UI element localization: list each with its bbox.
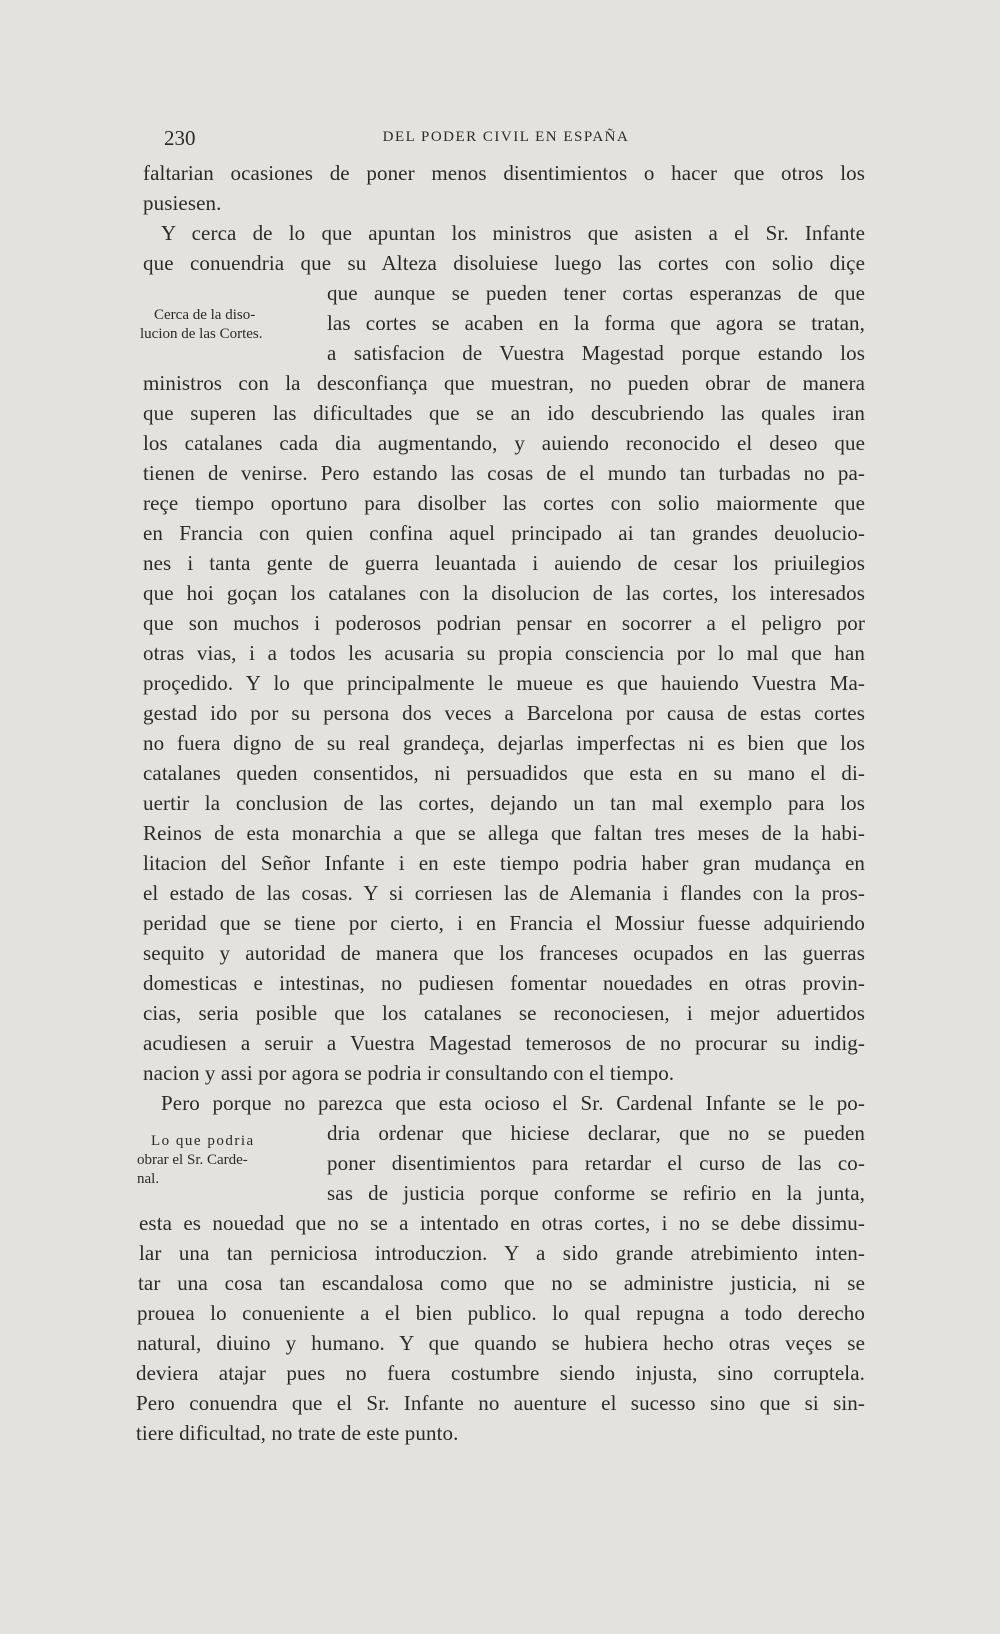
- text-line: nacion y assi por agora se podria ir consultando con el tiempo.: [143, 1061, 675, 1085]
- running-title: DEL PODER CIVIL EN ESPAÑA: [382, 129, 630, 145]
- text-line: gestad ido por su persona dos veces a Barcelona por causa de estas cortes: [143, 701, 865, 725]
- text-line: Reinos de esta monarchia a que se allega que faltan tres meses de la habi-: [143, 821, 865, 845]
- text-line: poner disentimientos para retardar el curso de las co-: [327, 1151, 865, 1175]
- text-line: tar una cosa tan escandalosa como que no se administre justicia, ni se: [138, 1271, 865, 1295]
- text-line: sas de justicia porque conforme se refirio en la junta,: [327, 1181, 865, 1205]
- text-line: esta es nouedad que no se a intentado en otras cortes, i no se debe dissimu-: [139, 1211, 865, 1235]
- text-line: pusiesen.: [143, 191, 222, 215]
- text-line: tiere dificultad, no trate de este punto.: [136, 1421, 459, 1445]
- text-line: Pero porque no parezca que esta ocioso el Sr. Cardenal Infante se le po-: [161, 1091, 865, 1115]
- text-line: ministros con la desconfiança que muestran, no pueden obrar de manera: [143, 371, 865, 395]
- text-line: uertir la conclusion de las cortes, dejando un tan mal exemplo para los: [143, 791, 865, 815]
- text-line: que hoi goçan los catalanes con la disolucion de las cortes, los interesados: [143, 581, 865, 605]
- text-line: litacion del Señor Infante i en este tiempo podria haber gran mudança en: [143, 851, 865, 875]
- text-line: deviera atajar pues no fuera costumbre siendo injusta, sino corruptela.: [136, 1361, 865, 1385]
- margin-note-line: Lo que podria: [151, 1133, 255, 1149]
- text-line: nes i tanta gente de guerra leuantada i auiendo de cesar los priuilegios: [143, 551, 865, 575]
- text-line: otras vias, i a todos les acusaria su propia consciencia por lo mal que han: [143, 641, 865, 665]
- text-line: tienen de venirse. Pero estando las cosas de el mundo tan turbadas no pa-: [143, 461, 865, 485]
- margin-note-line: nal.: [137, 1171, 160, 1187]
- text-line: las cortes se acaben en la forma que agora se tratan,: [327, 311, 865, 335]
- text-line: que superen las dificultades que se an ido descubriendo las quales iran: [143, 401, 865, 425]
- page-header: [146, 126, 866, 156]
- text-line: Y cerca de lo que apuntan los ministros que asisten a el Sr. Infante: [161, 221, 865, 245]
- text-line: que conuendria que su Alteza disoluiese luego las cortes con solio diçe: [143, 251, 865, 275]
- text-line: que son muchos i poderosos podrian pensar en socorrer a el peligro por: [143, 611, 865, 635]
- page-number: 230: [164, 126, 196, 150]
- text-line: a satisfacion de Vuestra Magestad porque estando los: [327, 341, 865, 365]
- text-line: no fuera digno de su real grandeça, dejarlas imperfectas ni es bien que los: [143, 731, 865, 755]
- text-line: el estado de las cosas. Y si corriesen las de Alemania i flandes con la pros-: [143, 881, 865, 905]
- text-line: proçedido. Y lo que principalmente le mueue es que hauiendo Vuestra Ma-: [143, 671, 865, 695]
- text-line: domesticas e intestinas, no pudiesen fomentar nouedades en otras provin-: [143, 971, 865, 995]
- margin-note-line: obrar el Sr. Carde-: [137, 1152, 248, 1168]
- text-line: acudiesen a seruir a Vuestra Magestad temerosos de no procurar su indig-: [143, 1031, 865, 1055]
- text-line: prouea lo conueniente a el bien publico. lo qual repugna a todo derecho: [137, 1301, 865, 1325]
- margin-note: [140, 306, 262, 344]
- text-line: en Francia con quien confina aquel principado ai tan grandes deuolucio-: [143, 521, 865, 545]
- text-line: faltarian ocasiones de poner menos disentimientos o hacer que otros los: [143, 161, 865, 185]
- text-line: lar una tan perniciosa introduczion. Y a sido grande atrebimiento inten-: [139, 1241, 865, 1265]
- margin-note-line: lucion de las Cortes.: [140, 326, 263, 342]
- text-line: sequito y autoridad de manera que los franceses ocupados en las guerras: [143, 941, 865, 965]
- text-line: peridad que se tiene por cierto, i en Francia el Mossiur fuesse adquiriendo: [143, 911, 865, 935]
- text-line: cias, seria posible que los catalanes se reconociesen, i mejor aduertidos: [143, 1001, 865, 1025]
- text-line: dria ordenar que hiciese declarar, que no se pueden: [327, 1121, 865, 1145]
- text-line: que aunque se pueden tener cortas esperanzas de que: [327, 281, 865, 305]
- text-line: los catalanes cada dia augmentando, y auiendo reconocido el deseo que: [143, 431, 865, 455]
- margin-note-line: Cerca de la diso-: [154, 307, 256, 323]
- text-line: catalanes queden consentidos, ni persuadidos que esta en su mano el di-: [143, 761, 865, 785]
- text-line: Pero conuendra que el Sr. Infante no auenture el sucesso sino que si sin-: [136, 1391, 865, 1415]
- margin-note: [137, 1132, 255, 1189]
- text-line: natural, diuino y humano. Y que quando se hubiera hecho otras veçes se: [137, 1331, 865, 1355]
- text-line: reçe tiempo oportuno para disolber las cortes con solio maiormente que: [143, 491, 865, 515]
